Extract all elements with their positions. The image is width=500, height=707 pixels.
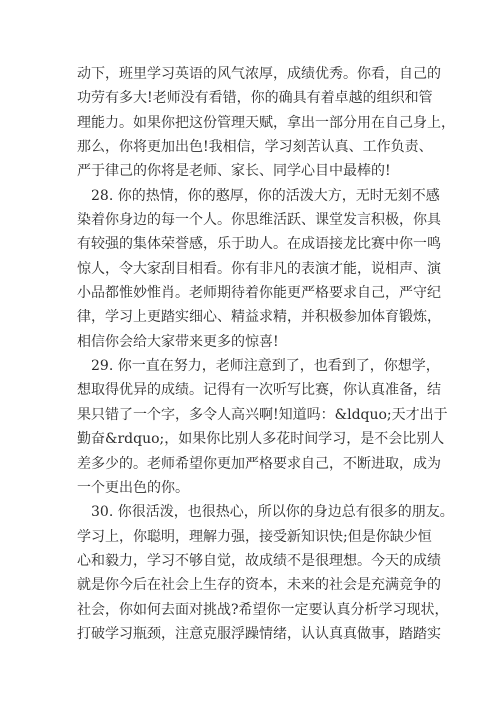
text-line: 学习上，你聪明，理解力强，接受新知识快;但是你缺少恒	[77, 528, 432, 545]
text-line: 小品都惟妙惟肖。老师期待着你能更严格要求自己，严守纪	[77, 285, 441, 302]
text-line: 有较强的集体荣誉感，乐于助人。在成语接龙比赛中你一鸣	[77, 236, 441, 253]
text-line: 那么，你将更加出色!我相信，学习刻苦认真、工作负责、	[77, 139, 433, 156]
document-body	[77, 62, 455, 646]
paragraph-30-start: 30. 你很活泼，也很热心，所以你的身边总有很多的朋友。	[91, 504, 454, 521]
text-line: 染着你身边的每一个人。你思维活跃、课堂发言积极，你具	[77, 212, 441, 229]
text-line: 惊人，令大家刮目相看。你有非凡的表演才能，说相声、演	[77, 260, 441, 277]
paragraph-29-start: 29. 你一直在努力，老师注意到了，也看到了，你想学，	[91, 358, 440, 375]
text-line: 心和毅力，学习不够自觉，故成绩不是很理想。今天的成绩	[77, 552, 441, 569]
text-line: 一个更出色的你。	[77, 479, 189, 496]
text-line: 想取得优异的成绩。记得有一次听写比赛，你认真准备，结	[77, 382, 441, 399]
text-line: 差多少的。老师希望你更加严格要求自己，不断进取，成为	[77, 455, 441, 472]
text-line: 相信你会给大家带来更多的惊喜!	[77, 333, 279, 350]
text-line: 打破学习瓶颈，注意克服浮躁情绪，认认真真做事，踏踏实	[77, 625, 441, 642]
text-line: 社会，你如何去面对挑战?希望你一定要认真分析学习现状，	[77, 601, 449, 618]
text-line: 律，学习上更踏实细心、精益求精，并积极参加体育锻炼，	[77, 309, 441, 326]
text-line: 理能力。如果你把这份管理天赋，拿出一部分用在自己身上，	[77, 114, 455, 131]
paragraph-28-start: 28. 你的热情，你的憨厚，你的活泼大方，无时无刻不感	[91, 187, 440, 204]
text-line: 就是你今后在社会上生存的资本，未来的社会是充满竞争的	[77, 577, 441, 594]
text-line: 勤奋&rdquo;，如果你比别人多花时间学习，是不会比别人	[77, 431, 445, 448]
text-line: 功劳有多大!老师没有看错，你的确具有着卓越的组织和管	[77, 90, 433, 107]
text-line: 动下，班里学习英语的风气浓厚，成绩优秀。你看，自己的	[77, 66, 441, 82]
text-line: 严于律己的你将是老师、家长、同学心目中最棒的!	[77, 163, 391, 180]
text-line: 果只错了一个字，多令人高兴啊!知道吗：&ldquo;天才出于	[77, 406, 448, 423]
